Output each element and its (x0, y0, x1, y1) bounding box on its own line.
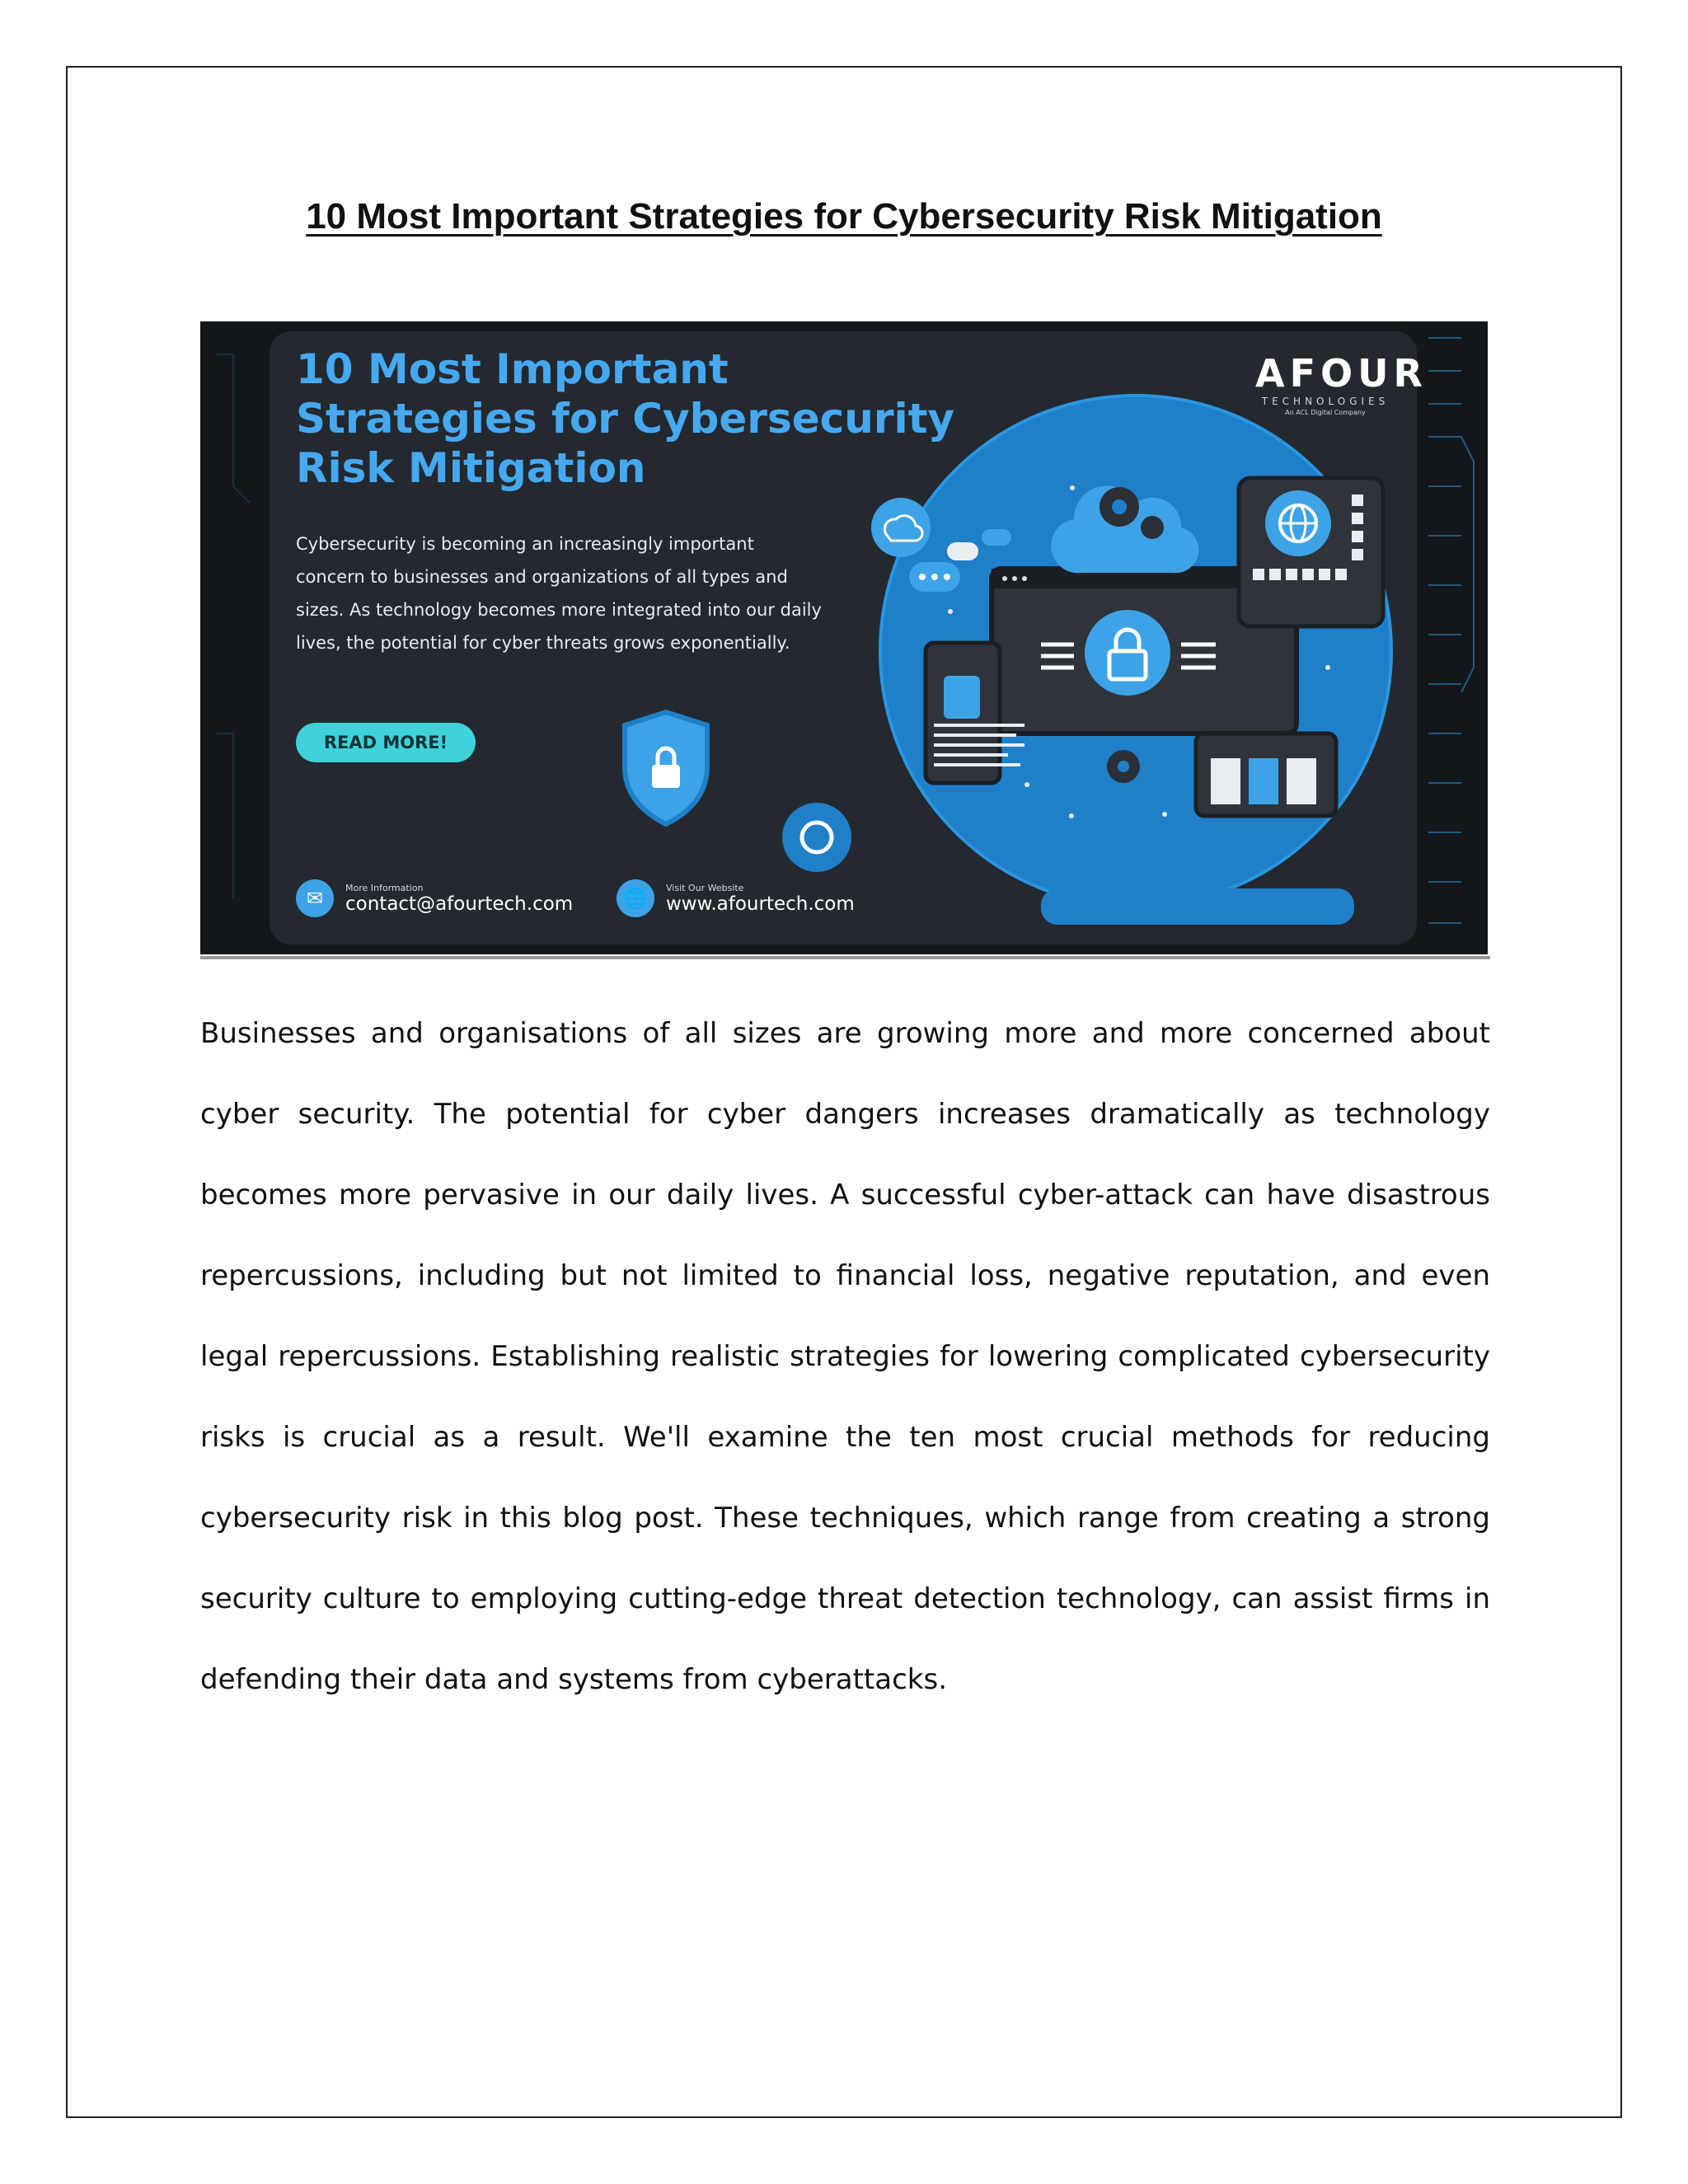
logo-main-text: AFOUR (1255, 351, 1428, 396)
website-label: Visit Our Website (666, 882, 744, 893)
company-logo (1255, 351, 1428, 416)
contact-email[interactable]: contact@afourtech.com (345, 893, 574, 915)
body-paragraph: Businesses and organisations of all sizes are growing more and more concerned about cyber security. The potential for cyber dangers increases dramatically as technology becomes more pervasive in our daily lives. A successful cyber-attack can have disastrous repercussions, including but not limited to financial loss, negative reputation, and even legal repercussions. Establishing realistic strategies for lowering complicated cybersecurity risks is crucial as a result. We'll examine the ten most crucial methods for reducing cybersecurity risk in this blog post. These techniques, which range from creating a strong security culture to employing cutting-edge threat detection technology, can assist firms in defending their data and systems from cyberattacks. (200, 1017, 1490, 1696)
website-url[interactable]: www.afourtech.com (666, 893, 855, 915)
contact-info (296, 875, 573, 921)
contact-label: More Information (345, 882, 424, 893)
banner-image (200, 321, 1488, 954)
banner-underline (200, 956, 1490, 959)
website-info (617, 875, 855, 921)
read-more-button[interactable]: READ MORE! (296, 723, 476, 762)
banner-description: Cybersecurity is becoming an increasingly important concern to businesses and organizations of all types and sizes. As technology becomes more integrated into our daily lives, the potential for cyber threats grows exponentially. (296, 534, 822, 653)
banner-title: 10 Most Important Strategies for Cybersecurity Risk Mitigation (296, 345, 955, 492)
logo-tagline: An ACL Digital Company (1285, 409, 1366, 416)
document-title: 10 Most Important Strategies for Cybersecurity Risk Mitigation (306, 196, 1382, 237)
globe-icon: 🌐 (617, 879, 654, 917)
logo-sub-text: TECHNOLOGIES (1261, 396, 1390, 407)
mail-icon: ✉ (296, 879, 334, 917)
